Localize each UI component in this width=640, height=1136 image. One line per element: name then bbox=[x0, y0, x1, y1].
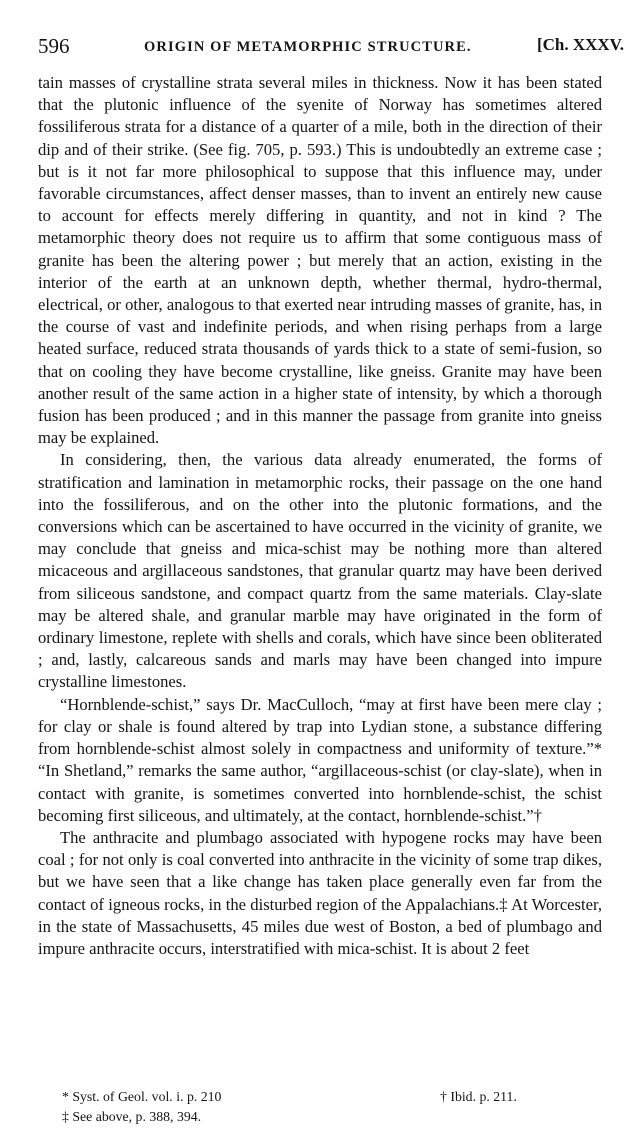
paragraph-maculloch-quote: “Hornblende-schist,” says Dr. MacCulloch, “may at first have been mere clay ; for clay or shale is found altered by trap into Lydian stone, a substance differing from hornblende-schist almost solely in compactness and uniformity of texture.”* “In Shetland,” remarks the same author, “argillaceous-schist (or clay-slate), when in contact with granite, is sometimes converted into hornblende-schist, the schist becoming first siliceous, and ultimately, at the contact, hornblende-schist.”† bbox=[38, 694, 602, 825]
footnotes bbox=[62, 1087, 582, 1127]
footnote-2: † Ibid. p. 211. bbox=[440, 1089, 517, 1104]
footnote-row bbox=[62, 1087, 582, 1107]
page-header bbox=[38, 34, 624, 60]
body-text bbox=[38, 72, 602, 960]
footnote-1: * Syst. of Geol. vol. i. p. 210 bbox=[62, 1089, 222, 1104]
footnote-row bbox=[62, 1107, 582, 1127]
paragraph-continued: tain masses of crystalline strata several miles in thickness. Now it has been stated that the plutonic influence of the syenite of Norway has sometimes altered fossiliferous strata for a distance of a quarter of a mile, both in the direction of their dip and of their strike. (See fig. 705, p. 593.) This is undoubtedly an extreme case ; but is it not far more philosophical to suppose that this influence may, under favorable circumstances, affect denser masses, than to invent an entirely new cause to account for effects merely differing in quantity, and not in kind ? The metamorphic theory does not require us to affirm that some contiguous mass of granite has been the altering power ; but merely that an action, existing in the interior of the earth at an unknown depth, whether thermal, hydro-thermal, electrical, or other, analogous to that exerted near intruding masses of granite, has, in the course of vast and indefinite periods, and when rising perhaps from a large heated surface, reduced strata thousands of yards thick to a state of semi-fusion, so that on cooling they have become crystalline, like gneiss. Granite may have been another result of the same action in a higher state of intensity, by which a thorough fusion has been produced ; and in this manner the passage from granite into gneiss may be explained. bbox=[38, 73, 602, 448]
page-number: 596 bbox=[38, 34, 70, 58]
running-title: ORIGIN OF METAMORPHIC STRUCTURE. bbox=[144, 39, 472, 55]
chapter-reference: [Ch. XXXV. bbox=[536, 35, 624, 54]
footnote-3: ‡ See above, p. 388, 394. bbox=[62, 1109, 202, 1124]
paragraph-anthracite: The anthracite and plumbago associated with hypogene rocks may have been coal ; for not only is coal converted into anthracite in the vicinity of some trap dikes, but we have seen that a like change has taken place generally even far from the contact of igneous rocks, in the disturbed region of the Appalachians.‡ At Worcester, in the state of Massachusetts, 45 miles due west of Boston, a bed of plumbago and impure anthracite occurs, interstratified with mica-schist. It is about 2 feet bbox=[38, 827, 602, 958]
paragraph-considering: In considering, then, the various data already enumerated, the forms of stratification and lamination in metamorphic rocks, their passage on the one hand into the fossiliferous, and on the other into the plutonic formations, and the conversions which can be ascertained to have occurred in the vicinity of granite, we may conclude that gneiss and mica-schist may be nothing more than altered micaceous and argillaceous sandstones, that granular quartz may have been derived from siliceous sandstone, and compact quartz from the same materials. Clay-slate may be altered shale, and granular marble may have originated in the form of ordinary limestone, replete with shells and corals, which have since been obliterated ; and, lastly, calcareous sands and marls may have been changed into impure crystalline limestones. bbox=[38, 450, 602, 692]
